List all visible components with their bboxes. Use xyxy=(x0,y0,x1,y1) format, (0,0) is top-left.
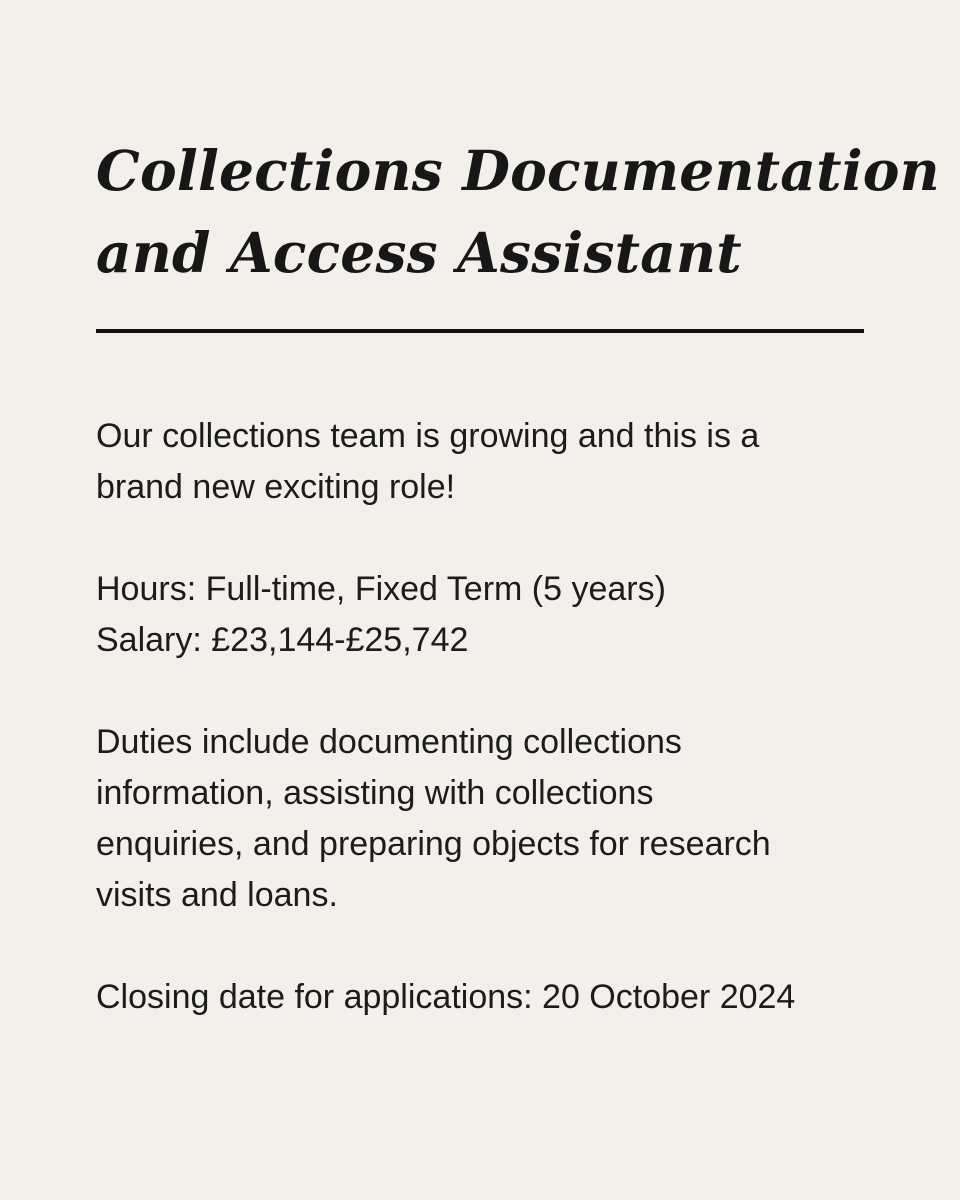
title-line-2: and Access Assistant xyxy=(96,220,742,285)
closing-date-text: Closing date for applications: 20 October 2024 xyxy=(96,978,796,1016)
job-details xyxy=(96,564,864,666)
closing-date-paragraph xyxy=(96,972,864,1023)
title-divider xyxy=(96,329,864,333)
page-title xyxy=(96,130,940,294)
intro-line-2: brand new exciting role! xyxy=(96,468,456,506)
title-block xyxy=(96,130,940,294)
duties-paragraph xyxy=(96,717,864,921)
duties-line-2: information, assisting with collections xyxy=(96,774,654,812)
paragraph-gap xyxy=(96,666,864,717)
job-description xyxy=(96,411,864,1023)
paragraph-gap xyxy=(96,513,864,564)
title-line-1: Collections Documentation xyxy=(96,138,940,203)
duties-line-4: visits and loans. xyxy=(96,876,338,914)
intro-paragraph xyxy=(96,411,864,513)
intro-line-1: Our collections team is growing and this is a xyxy=(96,417,760,455)
salary-text: Salary: £23,144-£25,742 xyxy=(96,621,469,659)
duties-line-1: Duties include documenting collections xyxy=(96,723,682,761)
hours-text: Hours: Full-time, Fixed Term (5 years) xyxy=(96,570,666,608)
paragraph-gap xyxy=(96,921,864,972)
duties-line-3: enquiries, and preparing objects for research xyxy=(96,825,771,863)
